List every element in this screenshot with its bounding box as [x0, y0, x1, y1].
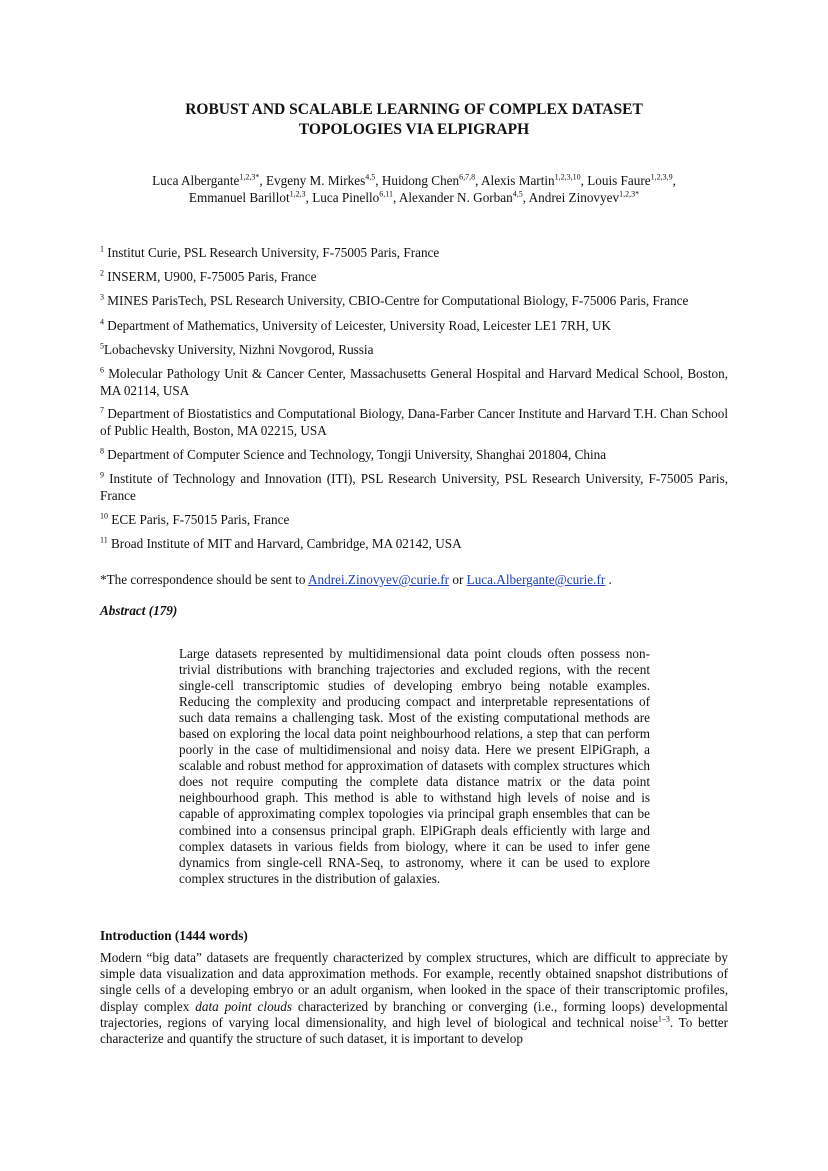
affiliation: $^6$ Molecular Pathology Unit & Cancer Center, Massachusetts General Hospital and Harvard Medical School, Boston, MA 02114, USA — [100, 365, 729, 398]
correspondence-note: *The correspondence should be sent to Andrei.Zinovyev@curie.fr or Luca.Albergante@curie.fr . — [100, 572, 612, 587]
paper-title — [100, 100, 728, 140]
author: Louis Faure$^{1,2,3,9}$, — [587, 172, 676, 188]
abstract-heading: Abstract (179) — [100, 603, 178, 618]
affiliation: $^4$ Department of Mathematics, University of Leicester, University Road, Leicester LE1 7RH, UK — [100, 317, 612, 333]
author: Alexis Martin$^{1,2,3,10}$, — [481, 172, 588, 188]
introduction-heading: Introduction (1444 words) — [100, 928, 248, 943]
affiliation: $^{11}$ Broad Institute of MIT and Harvard, Cambridge, MA 02142, USA — [100, 535, 462, 551]
abstract-body: Large datasets represented by multidimensional data point clouds often possess non-trivial distributions with branching trajectories and excluded regions, with the recent single-cell transcriptomic studies of developing embryo being notable examples. Reducing the complexity and producing compact and interpretable representations of such data remains a challenging task. Most of the existing computational methods are based on exploring the local data point neighbourhood relations, a step that can perform poorly in the case of multidimensional and noisy data. Here we present ElPiGraph, a scalable and robust method for approximation of datasets with complex structures which does not require computing the complete data distance matrix or the data point neighbourhood graph. This method is able to withstand high levels of noise and is capable of approximating complex topologies via principal graph ensembles that can be combined into a consensus principal graph. ElPiGraph deals efficiently with large and complex datasets in various fields from biology, where it can be used to infer gene dynamics from single-cell RNA-Seq, to astronomy, where it can be used to explore complex structures in the distribution of galaxies. — [179, 646, 650, 886]
title-line-1: ROBUST AND SCALABLE LEARNING OF COMPLEX DATASET — [185, 101, 643, 118]
author: Evgeny M. Mirkes$^{4,5}$, — [265, 172, 382, 188]
affiliation: $^1$ Institut Curie, PSL Research University, F-75005 Paris, France — [100, 244, 440, 260]
author: Andrei Zinovyev$^{1,2,3*}$ — [528, 189, 640, 205]
citation-ref: 1–3 — [657, 1014, 670, 1024]
email-link-zinovyev[interactable]: Andrei.Zinovyev@curie.fr — [308, 572, 450, 587]
author: Emmanuel Barillot$^{1,2,3}$, — [188, 189, 313, 205]
email-link-albergante[interactable]: Luca.Albergante@curie.fr — [466, 572, 606, 587]
affiliation: $^9$ Institute of Technology and Innovation (ITI), PSL Research University, PSL Research University, F-75005 Paris, France — [100, 470, 729, 503]
author: Alexander N. Gorban$^{4,5}$, — [398, 189, 529, 205]
author: Huidong Chen$^{6,7,8}$, — [381, 172, 481, 188]
emphasis: data point clouds — [195, 998, 292, 1014]
title-line-2: TOPOLOGIES VIA ELPIGRAPH — [298, 121, 530, 138]
author: Luca Pinello$^{6,11}$, — [312, 189, 399, 205]
affiliation: $^5$Lobachevsky University, Nizhni Novgorod, Russia — [100, 341, 374, 357]
affiliation: $^7$ Department of Biostatistics and Computational Biology, Dana-Farber Cancer Institute and Harvard T.H. Chan School of Public Health, Boston, MA 02215, USA — [100, 405, 729, 438]
affiliation: $^2$ INSERM, U900, F-75005 Paris, France — [100, 268, 317, 284]
author: Luca Albergante$^{1,2,3*}$, — [152, 172, 266, 188]
affiliation: $^3$ MINES ParisTech, PSL Research University, CBIO-Centre for Computational Biology, F-75006 Paris, France — [100, 292, 689, 308]
introduction-paragraph: Modern “big data” datasets are frequently characterized by complex structures, which are difficult to appreciate by simple data visualization and data approximation methods. For example, recently obtained snapshot distributions of single cells of a developing embryo or an adult organism, when looked in the space of their transcriptomic profiles, display complex data point clouds characterized by branching or converging (i.e., forming loops) developmental trajectories, regions of varying local dimensionality, and high level of biological and technical noise$^{1-3}$. To better characterize and quantify the structure of such dataset, it is important to develop — [100, 950, 728, 1047]
author-list — [100, 172, 728, 206]
affiliation: $^8$ Department of Computer Science and Technology, Tongji University, Shanghai 201804, China — [100, 446, 607, 462]
affiliation: $^{10}$ ECE Paris, F-75015 Paris, France — [100, 511, 290, 527]
